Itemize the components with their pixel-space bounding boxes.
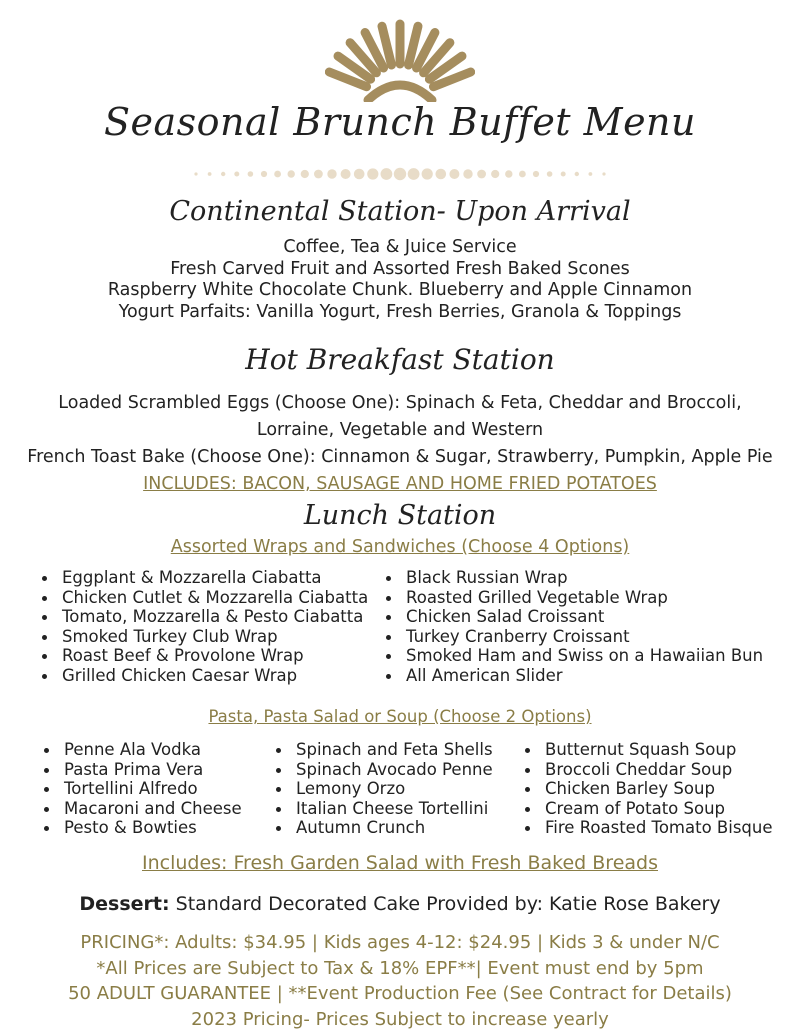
- list-item: Tortellini Alfredo: [40, 779, 242, 799]
- list-item: Fire Roasted Tomato Bisque: [521, 818, 773, 838]
- list-item: Italian Cheese Tortellini: [272, 799, 493, 819]
- wraps-list-col2: [382, 568, 763, 685]
- continental-heading: Continental Station- Upon Arrival: [169, 196, 631, 227]
- list-item: Roast Beef & Provolone Wrap: [38, 646, 368, 666]
- lunch-includes: Includes: Fresh Garden Salad with Fresh Baked Breads: [142, 852, 658, 874]
- divider-dot: [589, 172, 593, 176]
- divider-dot: [602, 172, 605, 175]
- divider-dot: [301, 170, 309, 178]
- divider-dot: [436, 169, 447, 180]
- list-item: Black Russian Wrap: [382, 568, 763, 588]
- list-item: Chicken Cutlet & Mozzarella Ciabatta: [38, 588, 368, 608]
- wraps-list-col1: [38, 568, 368, 685]
- wraps-heading: Assorted Wraps and Sandwiches (Choose 4 Options): [170, 537, 630, 557]
- hot-includes: INCLUDES: BACON, SAUSAGE AND HOME FRIED POTATOES: [143, 474, 657, 494]
- divider-dot: [575, 172, 579, 176]
- divider-dot: [288, 170, 295, 177]
- dessert-label: Dessert:: [79, 893, 170, 915]
- list-item: Penne Ala Vodka: [40, 740, 242, 760]
- list-item: Butternut Squash Soup: [521, 740, 773, 760]
- divider-dot: [367, 168, 378, 179]
- pasta-list-col1: [40, 740, 242, 838]
- lunch-heading: Lunch Station: [303, 500, 497, 531]
- sunburst-logo-icon: [325, 14, 475, 102]
- pasta-list-col2: [272, 740, 493, 838]
- divider-dot: [505, 170, 512, 177]
- hot-breakfast-lines: [0, 390, 800, 471]
- divider-dot: [221, 172, 225, 176]
- divider-dot: [533, 171, 539, 177]
- list-item: Spinach and Feta Shells: [272, 740, 493, 760]
- list-item: Pasta Prima Vera: [40, 760, 242, 780]
- divider-dot: [394, 168, 406, 180]
- menu-title: Seasonal Brunch Buffet Menu: [104, 100, 696, 144]
- pricing-line: 2023 Pricing- Prices Subject to increase yearly: [191, 1008, 609, 1030]
- list-item: Smoked Ham and Swiss on a Hawaiian Bun: [382, 646, 763, 666]
- pasta-list-col3: [521, 740, 773, 838]
- dessert-text: Standard Decorated Cake Provided by: Katie Rose Bakery: [169, 893, 721, 915]
- hot-breakfast-heading: Hot Breakfast Station: [245, 343, 555, 376]
- list-item: Broccoli Cheddar Soup: [521, 760, 773, 780]
- list-item: All American Slider: [382, 666, 763, 686]
- divider-dot: [248, 171, 254, 177]
- pricing-line: 50 ADULT GUARANTEE | **Event Production Fee (See Contract for Details): [68, 983, 732, 1004]
- continental-line: Fresh Carved Fruit and Assorted Fresh Baked Scones: [170, 258, 630, 279]
- pricing-line: *All Prices are Subject to Tax & 18% EPF**| Event must end by 5pm: [96, 957, 704, 979]
- divider-dot: [194, 172, 197, 175]
- hot-line: French Toast Bake (Choose One): Cinnamon & Sugar, Strawberry, Pumpkin, Apple Pie: [27, 447, 773, 467]
- pricing-line: PRICING*: Adults: $34.95 | Kids ages 4-12: $24.95 | Kids 3 & under N/C: [80, 932, 720, 953]
- dotted-divider: [190, 166, 610, 182]
- pricing-block: [0, 930, 800, 1032]
- list-item: Turkey Cranberry Croissant: [382, 627, 763, 647]
- divider-dot: [519, 171, 526, 178]
- list-item: Smoked Turkey Club Wrap: [38, 627, 368, 647]
- list-item: Chicken Barley Soup: [521, 779, 773, 799]
- continental-line: Coffee, Tea & Juice Service: [283, 237, 517, 257]
- divider-dot: [477, 170, 486, 179]
- divider-dot: [381, 168, 393, 180]
- divider-dot: [561, 172, 566, 177]
- divider-dot: [354, 169, 365, 180]
- divider-dot: [234, 172, 239, 177]
- divider-dot: [327, 169, 336, 178]
- list-item: Spinach Avocado Penne: [272, 760, 493, 780]
- divider-dot: [547, 171, 553, 177]
- list-item: Autumn Crunch: [272, 818, 493, 838]
- continental-line: Yogurt Parfaits: Vanilla Yogurt, Fresh Berries, Granola & Toppings: [118, 301, 682, 322]
- divider-dot: [422, 168, 433, 179]
- list-item: Pesto & Bowties: [40, 818, 242, 838]
- divider-dot: [274, 171, 281, 178]
- divider-dot: [261, 171, 267, 177]
- divider-dot: [341, 169, 351, 179]
- divider-dot: [491, 170, 499, 178]
- continental-line: Raspberry White Chocolate Chunk. Blueberry and Apple Cinnamon: [107, 280, 693, 300]
- list-item: Lemony Orzo: [272, 779, 493, 799]
- hot-line: Loaded Scrambled Eggs (Choose One): Spinach & Feta, Cheddar and Broccoli,: [58, 393, 742, 413]
- hot-line: Lorraine, Vegetable and Western: [256, 420, 544, 440]
- list-item: Chicken Salad Croissant: [382, 607, 763, 627]
- divider-dot: [449, 169, 459, 179]
- list-item: Eggplant & Mozzarella Ciabatta: [38, 568, 368, 588]
- list-item: Tomato, Mozzarella & Pesto Ciabatta: [38, 607, 368, 627]
- divider-dot: [314, 170, 323, 179]
- list-item: Macaroni and Cheese: [40, 799, 242, 819]
- continental-lines: [0, 237, 800, 323]
- list-item: Roasted Grilled Vegetable Wrap: [382, 588, 763, 608]
- list-item: Cream of Potato Soup: [521, 799, 773, 819]
- divider-dot: [408, 168, 420, 180]
- divider-dot: [463, 169, 472, 178]
- dessert-line: [0, 893, 800, 915]
- list-item: Grilled Chicken Caesar Wrap: [38, 666, 368, 686]
- divider-dot: [208, 172, 212, 176]
- pasta-heading: Pasta, Pasta Salad or Soup (Choose 2 Options): [208, 707, 592, 726]
